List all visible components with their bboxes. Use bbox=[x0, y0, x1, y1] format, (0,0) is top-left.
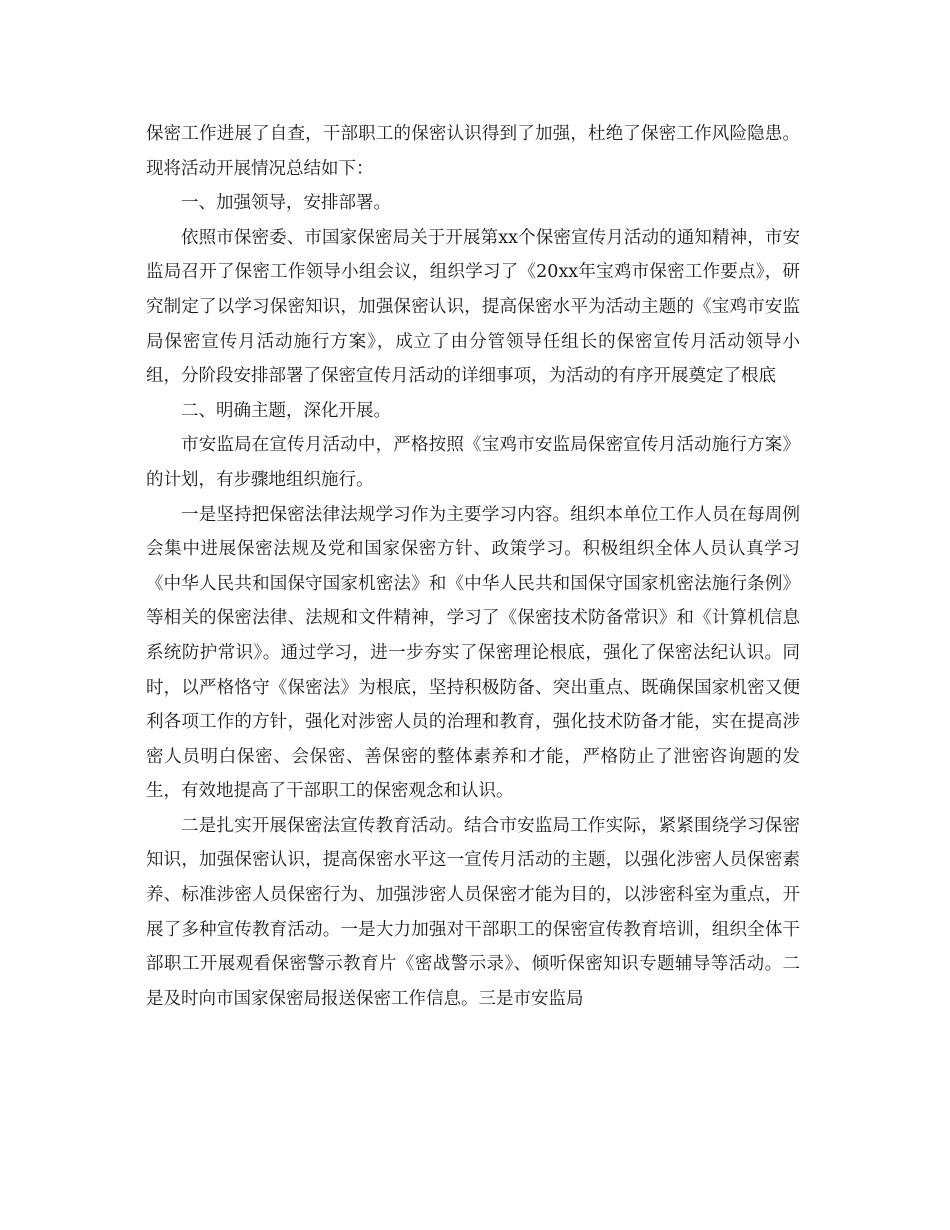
paragraph-law-study: 一是坚持把保密法律法规学习作为主要学习内容。组织本单位工作人员在每周例会集中进展保密法规及党和国家保密方针、政策学习。积极组织全体人员认真学习《中华人民共和国保守国家机密法》和《中华人民共和国保守国家机密法施行条例》等相关的保密法律、法规和文件精神，学习了《保密技术防备常识》和《计算机信息系统防护常识》。通过学习，进一步夯实了保密理论根底，强化了保密法纪认识。同时，以严格恪守《保密法》为根底，坚持积极防备、突出重点、既确保国家机密又便利各项工作的方针，强化对涉密人员的治理和教育，强化技术防备才能，实在提高涉密人员明白保密、会保密、善保密的整体素养和才能，严格防止了泄密咨询题的发生，有效地提高了干部职工的保密观念和认识。 bbox=[146, 504, 800, 802]
paragraph-education-activities: 二是扎实开展保密法宣传教育活动。结合市安监局工作实际，紧紧围绕学习保密知识，加强保密认识，提高保密水平这一宣传月活动的主题，以强化涉密人员保密素养、标准涉密人员保密行为、加强涉密人员保密才能为目的，以涉密科室为重点，开展了多种宣传教育活动。一是大力加强对干部职工的保密宣传教育培训，组织全体干部职工开展观看保密警示教育片《密战警示录》、倾听保密知识专题辅导等活动。二是及时向市国家保密局报送保密工作信息。三是市安监局 bbox=[146, 815, 800, 1009]
paragraph-leadership: 依照市保密委、市国家保密局关于开展第xx个保密宣传月活动的通知精神，市安监局召开了保密工作领导小组会议，组织学习了《20xx年宝鸡市保密工作要点》，研究制定了以学习保密知识，加强保密认识，提高保密水平为活动主题的《宝鸡市安监局保密宣传月活动施行方案》，成立了由分管领导任组长的保密宣传月活动领导小组，分阶段安排部署了保密宣传月活动的详细事项，为活动的有序开展奠定了根底 bbox=[146, 227, 800, 387]
section-heading-1: 一、加强领导，安排部署。 bbox=[181, 193, 391, 214]
paragraph-continued-intro: 保密工作进展了自查，干部职工的保密认识得到了加强，杜绝了保密工作风险隐患。现将活动开展情况总结如下： bbox=[146, 124, 800, 179]
paragraph-plan: 市安监局在宣传月活动中，严格按照《宝鸡市安监局保密宣传月活动施行方案》的计划，有步骤地组织施行。 bbox=[146, 435, 800, 490]
document-body bbox=[146, 117, 800, 1016]
section-heading-2: 二、明确主题，深化开展。 bbox=[181, 400, 391, 421]
